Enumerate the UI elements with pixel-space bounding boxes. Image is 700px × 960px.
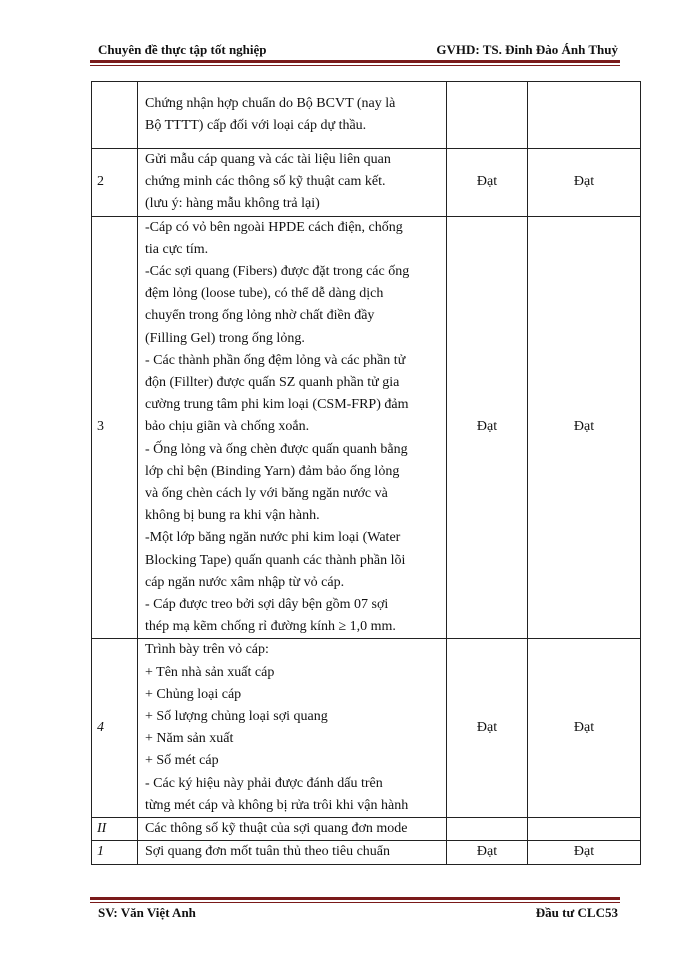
description-line: Trình bày trên vỏ cáp:	[145, 642, 269, 658]
row-number: II	[92, 818, 138, 841]
description-line: cáp ngăn nước xâm nhập từ vỏ cáp.	[145, 574, 345, 590]
description-line: cường trung tâm phi kim loại (CSM-FRP) đảm	[145, 397, 409, 413]
row-number: 2	[92, 149, 138, 217]
footer-class: Đầu tư CLC53	[535, 905, 618, 920]
header-title: Chuyên đề thực tập tốt nghiệp	[98, 42, 267, 57]
description-line: + Số mét cáp	[145, 753, 219, 769]
row-description	[138, 82, 447, 149]
description-line: - Ống lỏng và ống chèn được quấn quanh bằng	[145, 441, 408, 457]
row-description	[138, 149, 447, 217]
description-line: tia cực tím.	[145, 241, 209, 257]
description-line: -Các sợi quang (Fibers) được đặt trong các ống	[145, 264, 410, 280]
description-line: - Các ký hiệu này phải được đánh dấu trên	[145, 775, 383, 791]
row-description	[138, 841, 447, 864]
result-cell-2: Đạt	[528, 149, 641, 217]
description-line: -Cáp có vỏ bên ngoài HPDE cách điện, chống	[145, 219, 403, 235]
result-cell-2: Đạt	[528, 639, 641, 818]
row-description	[138, 639, 447, 818]
description-line: không bị bung ra khi vận hành.	[145, 508, 320, 524]
header-supervisor: GVHD: TS. Đinh Đào Ánh Thuỷ	[436, 42, 618, 57]
description-line: độn (Fillter) được quấn SZ quanh phần tử gia	[145, 375, 400, 391]
page-footer	[98, 905, 618, 923]
page-header	[98, 42, 618, 60]
description-line: -Một lớp băng ngăn nước phi kim loại (Water	[145, 530, 401, 546]
row-description	[138, 216, 447, 639]
description-line: và ống chèn cách ly với băng ngăn nước và	[145, 486, 388, 502]
description-line: (lưu ý: hàng mẫu không trả lại)	[145, 196, 320, 212]
description-line: (Filling Gel) trong ống lỏng.	[145, 330, 305, 346]
row-description	[138, 818, 447, 841]
row-number: 4	[92, 639, 138, 818]
result-cell-2	[528, 82, 641, 149]
description-line: - Các thành phần ống đệm lỏng và các phần tử	[145, 352, 406, 368]
description-line: Gửi mẫu cáp quang và các tài liệu liên quan	[145, 152, 391, 167]
table-row	[92, 149, 641, 217]
description-line: + Số lượng chủng loại sợi quang	[145, 709, 328, 725]
row-number: 3	[92, 216, 138, 639]
row-number	[92, 82, 138, 149]
result-cell-1: Đạt	[447, 841, 528, 864]
result-cell-1: Đạt	[447, 149, 528, 217]
description-line: thép mạ kẽm chống rỉ đường kính ≥ 1,0 mm.	[145, 619, 396, 635]
result-cell-1	[447, 818, 528, 841]
table-row	[92, 639, 641, 818]
description-line: Các thông số kỹ thuật của sợi quang đơn mode	[145, 821, 408, 837]
result-cell-1: Đạt	[447, 639, 528, 818]
description-line: + Chủng loại cáp	[145, 686, 242, 702]
description-line: - Cáp được treo bởi sợi dây bện gồm 07 sợi	[145, 597, 389, 613]
description-line: Bộ TTTT) cấp đối với loại cáp dự thầu.	[145, 118, 367, 133]
result-cell-2: Đạt	[528, 841, 641, 864]
row-number: 1	[92, 841, 138, 864]
footer-rule-thin	[90, 902, 620, 903]
result-cell-1	[447, 82, 528, 149]
result-cell-2	[528, 818, 641, 841]
result-cell-2: Đạt	[528, 216, 641, 639]
description-line: chứng minh các thông số kỹ thuật cam kết.	[145, 174, 386, 190]
description-line: từng mét cáp và không bị rửa trôi khi vận hành	[145, 797, 409, 813]
footer-student: SV: Văn Việt Anh	[98, 905, 196, 920]
header-rule	[90, 60, 620, 63]
spec-table	[91, 81, 641, 865]
table-row	[92, 82, 641, 149]
description-line: + Tên nhà sản xuất cáp	[145, 664, 275, 680]
description-line: lớp chỉ bện (Binding Yarn) đảm bảo ống lỏng	[145, 463, 400, 479]
table-row	[92, 818, 641, 841]
footer-rule	[90, 897, 620, 900]
description-line: Chứng nhận hợp chuẩn do Bộ BCVT (nay là	[145, 95, 396, 111]
description-line: + Năm sản xuất	[145, 731, 234, 747]
description-line: Sợi quang đơn mốt tuân thủ theo tiêu chuẩn	[145, 844, 390, 860]
description-line: chuyển trong ống lỏng nhờ chất điền đầy	[145, 308, 375, 324]
result-cell-1: Đạt	[447, 216, 528, 639]
description-line: bảo chịu giãn và chống xoắn.	[145, 419, 310, 435]
table-row	[92, 841, 641, 864]
table-row	[92, 216, 641, 639]
description-line: đệm lỏng (loose tube), có thể dễ dàng dịch	[145, 286, 384, 302]
header-rule-thin	[90, 65, 620, 66]
description-line: Blocking Tape) quấn quanh các thành phần lõi	[145, 552, 406, 568]
